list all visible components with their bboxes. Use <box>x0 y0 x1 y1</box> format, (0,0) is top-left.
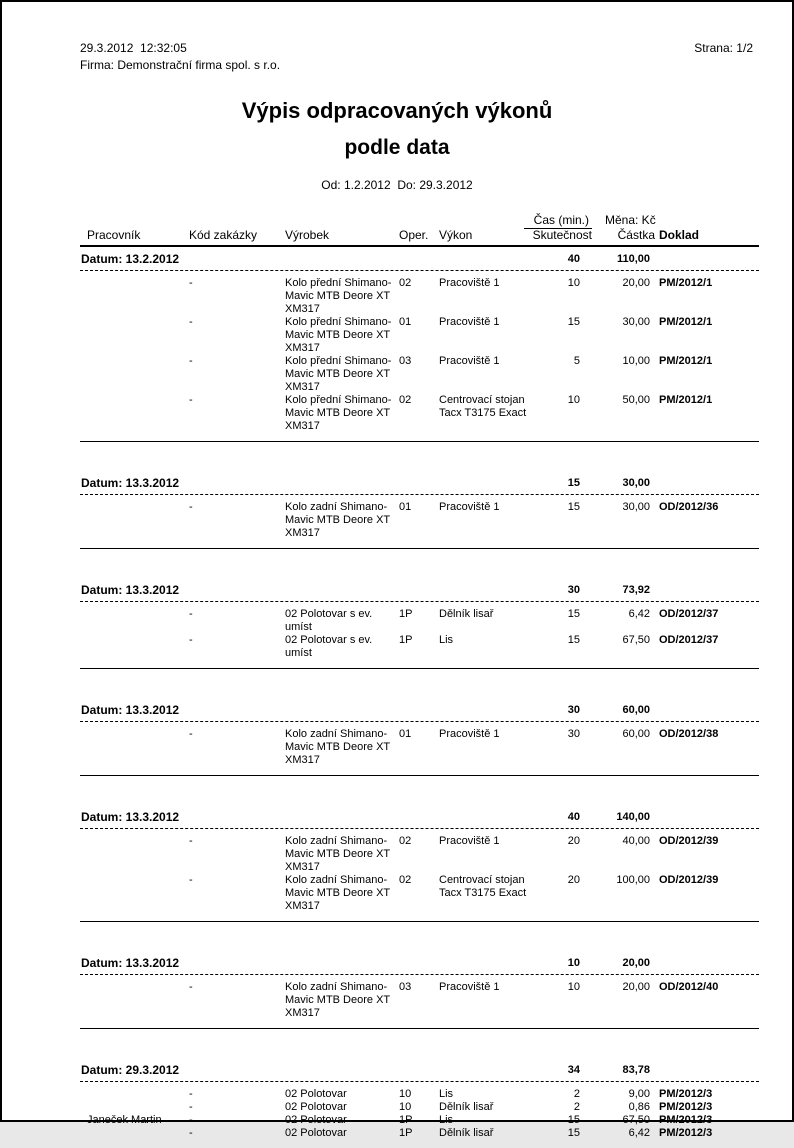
cell-performance: Dělník lisař <box>439 1101 494 1113</box>
cell-performance: Lis <box>439 1114 454 1126</box>
cell-performance: Pracoviště 1 <box>439 316 500 328</box>
group-header-row <box>80 957 759 975</box>
cell-product: 02 Polotovar <box>285 1114 347 1126</box>
cell-document: PM/2012/1 <box>659 355 713 367</box>
cell-amount: 30,00 <box>622 501 650 513</box>
cell-product: 02 Polotovar <box>285 1088 347 1100</box>
group-header-row <box>80 477 759 495</box>
cell-time: 10 <box>567 981 580 993</box>
cell-time: 5 <box>573 355 580 367</box>
cell-operation: 03 <box>399 981 412 993</box>
cell-time: 15 <box>567 501 580 513</box>
table-row <box>80 634 759 660</box>
cell-operation: 01 <box>399 316 412 328</box>
cell-product: Kolo zadní Shimano-Mavic MTB Deore XT XM317 <box>285 874 390 912</box>
header-time-min: Čas (min.) <box>524 214 592 229</box>
group-total-amount: 30,00 <box>622 477 650 489</box>
group-rows <box>80 975 759 1029</box>
cell-amount: 6,42 <box>628 1127 650 1139</box>
cell-performance: Pracoviště 1 <box>439 501 500 513</box>
cell-performance: Pracoviště 1 <box>439 835 500 847</box>
report-title-line1: Výpis odpracovaných výkonů <box>241 98 553 123</box>
header-worker: Pracovník <box>87 228 141 242</box>
cell-document: PM/2012/1 <box>659 316 713 328</box>
table-row <box>80 501 759 540</box>
group-header-row <box>80 584 759 602</box>
cell-operation: 1P <box>399 1127 413 1139</box>
group-date-label: Datum: 13.3.2012 <box>81 476 180 490</box>
cell-product: Kolo přední Shimano-Mavic MTB Deore XT XM317 <box>285 394 392 432</box>
table-row <box>80 394 759 433</box>
header-document: Doklad <box>659 228 700 242</box>
cell-document: OD/2012/39 <box>659 835 719 847</box>
header-actual: Skutečnost <box>532 228 592 242</box>
group-rows <box>80 1082 759 1148</box>
group-total-time: 30 <box>567 584 580 596</box>
cell-time: 2 <box>573 1101 580 1113</box>
group-date-label: Datum: 13.3.2012 <box>81 583 180 597</box>
group-date-label: Datum: 13.3.2012 <box>81 703 180 717</box>
cell-amount: 0,86 <box>628 1101 650 1113</box>
cell-product: 02 Polotovar <box>285 1127 347 1139</box>
cell-order-code: - <box>189 874 193 886</box>
cell-amount: 10,00 <box>622 355 650 367</box>
cell-product: Kolo přední Shimano-Mavic MTB Deore XT XM317 <box>285 316 392 354</box>
page-header <box>2 40 792 74</box>
page-number: Strana: 1/2 <box>694 41 753 55</box>
group-total-time: 10 <box>567 957 580 969</box>
cell-time: 10 <box>567 394 580 406</box>
cell-operation: 02 <box>399 277 412 289</box>
table-row <box>80 608 759 634</box>
company-line: Firma: Demonstrační firma spol. s r.o. <box>80 58 281 72</box>
cell-document: PM/2012/3 <box>659 1101 713 1113</box>
group-total-amount: 60,00 <box>622 704 650 716</box>
cell-amount: 9,00 <box>628 1088 650 1100</box>
cell-amount: 60,00 <box>622 728 650 740</box>
cell-amount: 20,00 <box>622 277 650 289</box>
group-total-time: 34 <box>567 1064 580 1076</box>
cell-time: 20 <box>567 835 580 847</box>
cell-time: 15 <box>567 1127 580 1139</box>
cell-order-code: - <box>189 634 193 646</box>
cell-performance: Centrovací stojan Tacx T3175 Exact <box>439 874 527 899</box>
cell-time: 30 <box>567 728 580 740</box>
cell-operation: 1P <box>399 608 413 620</box>
cell-order-code: - <box>189 608 193 620</box>
table-row <box>80 835 759 874</box>
cell-order-code: - <box>189 1088 193 1100</box>
cell-performance: Lis <box>439 634 454 646</box>
cell-product: 02 Polotovar <box>285 1101 347 1113</box>
date-range: Od: 1.2.2012 Do: 29.3.2012 <box>321 178 473 192</box>
cell-document: OD/2012/39 <box>659 874 719 886</box>
cell-amount: 50,00 <box>622 394 650 406</box>
table-row <box>80 355 759 394</box>
cell-amount: 67,50 <box>622 634 650 646</box>
cell-order-code: - <box>189 981 193 993</box>
group-header-row <box>80 811 759 829</box>
report-table <box>80 214 759 1148</box>
cell-operation: 02 <box>399 394 412 406</box>
cell-product: Kolo zadní Shimano-Mavic MTB Deore XT XM317 <box>285 501 390 539</box>
table-row <box>80 316 759 355</box>
title-block <box>2 98 792 192</box>
cell-operation: 10 <box>399 1101 412 1113</box>
group-total-amount: 140,00 <box>616 811 650 823</box>
cell-order-code: - <box>189 316 193 328</box>
header-amount: Částka <box>617 228 655 242</box>
group-rows <box>80 722 759 776</box>
date-group <box>80 584 759 669</box>
cell-order-code: - <box>189 1114 193 1126</box>
cell-order-code: - <box>189 1127 193 1139</box>
cell-order-code: - <box>189 501 193 513</box>
cell-operation: 02 <box>399 874 412 886</box>
cell-time: 15 <box>567 316 580 328</box>
cell-time: 15 <box>567 608 580 620</box>
cell-performance: Centrovací stojan Tacx T3175 Exact <box>439 394 527 419</box>
cell-performance: Pracoviště 1 <box>439 277 500 289</box>
cell-operation: 01 <box>399 501 412 513</box>
cell-document: PM/2012/3 <box>659 1088 713 1100</box>
cell-operation: 02 <box>399 835 412 847</box>
cell-document: PM/2012/1 <box>659 394 713 406</box>
table-row <box>80 981 759 1020</box>
group-total-amount: 83,78 <box>622 1064 650 1076</box>
group-total-amount: 73,92 <box>622 584 650 596</box>
cell-document: OD/2012/37 <box>659 608 719 620</box>
group-rows <box>80 271 759 442</box>
cell-operation: 1P <box>399 634 413 646</box>
cell-operation: 1P <box>399 1114 413 1126</box>
cell-product: Kolo přední Shimano-Mavic MTB Deore XT XM317 <box>285 355 392 393</box>
header-order-code: Kód zakázky <box>189 228 258 242</box>
cell-worker: Janeček Martin <box>87 1114 162 1126</box>
cell-document: OD/2012/36 <box>659 501 719 513</box>
group-total-time: 40 <box>567 811 580 823</box>
date-group <box>80 253 759 442</box>
print-datetime: 29.3.2012 12:32:05 <box>80 41 187 55</box>
group-rows <box>80 829 759 922</box>
cell-product: 02 Polotovar s ev. umíst <box>285 634 373 659</box>
header-operation: Oper. <box>399 228 429 242</box>
report-title-line2: podle data <box>344 136 450 159</box>
table-row <box>80 728 759 767</box>
group-total-amount: 20,00 <box>622 957 650 969</box>
cell-order-code: - <box>189 1101 193 1113</box>
cell-product: Kolo zadní Shimano-Mavic MTB Deore XT XM317 <box>285 835 390 873</box>
group-date-label: Datum: 29.3.2012 <box>81 1063 180 1077</box>
cell-performance: Pracoviště 1 <box>439 728 500 740</box>
group-total-amount: 110,00 <box>616 253 650 265</box>
group-header-row <box>80 1064 759 1082</box>
cell-document: PM/2012/1 <box>659 277 713 289</box>
cell-order-code: - <box>189 835 193 847</box>
cell-time: 20 <box>567 874 580 886</box>
cell-order-code: - <box>189 355 193 367</box>
cell-performance: Dělník lisař <box>439 1127 494 1139</box>
table-row <box>80 1101 759 1114</box>
cell-amount: 40,00 <box>622 835 650 847</box>
cell-amount: 100,00 <box>616 874 650 886</box>
date-group <box>80 811 759 922</box>
cell-performance: Lis <box>439 1088 454 1100</box>
group-date-label: Datum: 13.3.2012 <box>81 956 180 970</box>
cell-product: Kolo přední Shimano-Mavic MTB Deore XT XM317 <box>285 277 392 315</box>
cell-document: OD/2012/37 <box>659 634 719 646</box>
date-group <box>80 704 759 776</box>
header-performance: Výkon <box>439 228 473 242</box>
cell-amount: 67,50 <box>622 1114 650 1126</box>
group-rows <box>80 602 759 669</box>
group-header-row <box>80 253 759 271</box>
cell-product: Kolo zadní Shimano-Mavic MTB Deore XT XM317 <box>285 981 390 1019</box>
table-row <box>80 1114 759 1127</box>
group-header-row <box>80 704 759 722</box>
group-total-time: 40 <box>567 253 580 265</box>
group-date-label: Datum: 13.3.2012 <box>81 810 180 824</box>
cell-order-code: - <box>189 394 193 406</box>
cell-document: PM/2012/3 <box>659 1114 713 1126</box>
cell-operation: 03 <box>399 355 412 367</box>
date-group <box>80 477 759 549</box>
group-total-time: 15 <box>567 477 580 489</box>
table-row <box>80 277 759 316</box>
cell-performance: Dělník lisař <box>439 608 494 620</box>
cell-performance: Pracoviště 1 <box>439 355 500 367</box>
page-header-left <box>80 40 280 74</box>
cell-order-code: - <box>189 728 193 740</box>
cell-document: OD/2012/38 <box>659 728 719 740</box>
group-date-label: Datum: 13.2.2012 <box>81 252 180 266</box>
cell-amount: 30,00 <box>622 316 650 328</box>
cell-time: 15 <box>567 634 580 646</box>
cell-performance: Pracoviště 1 <box>439 981 500 993</box>
date-group <box>80 957 759 1029</box>
cell-document: OD/2012/40 <box>659 981 719 993</box>
group-total-time: 30 <box>567 704 580 716</box>
table-row <box>80 874 759 913</box>
cell-product: Kolo zadní Shimano-Mavic MTB Deore XT XM317 <box>285 728 390 766</box>
cell-document: PM/2012/3 <box>659 1127 713 1139</box>
cell-amount: 20,00 <box>622 981 650 993</box>
header-currency: Měna: Kč <box>605 213 656 227</box>
cell-operation: 10 <box>399 1088 412 1100</box>
cell-time: 10 <box>567 277 580 289</box>
report-groups <box>80 253 759 1148</box>
group-rows <box>80 495 759 549</box>
table-row <box>80 1088 759 1101</box>
table-row <box>80 1127 759 1140</box>
cell-amount: 6,42 <box>628 608 650 620</box>
table-header <box>80 214 759 247</box>
cell-time: 15 <box>567 1114 580 1126</box>
cell-operation: 01 <box>399 728 412 740</box>
date-group <box>80 1064 759 1148</box>
cell-product: 02 Polotovar s ev. umíst <box>285 608 373 633</box>
cell-time: 2 <box>573 1088 580 1100</box>
cell-order-code: - <box>189 277 193 289</box>
header-product: Výrobek <box>285 228 330 242</box>
